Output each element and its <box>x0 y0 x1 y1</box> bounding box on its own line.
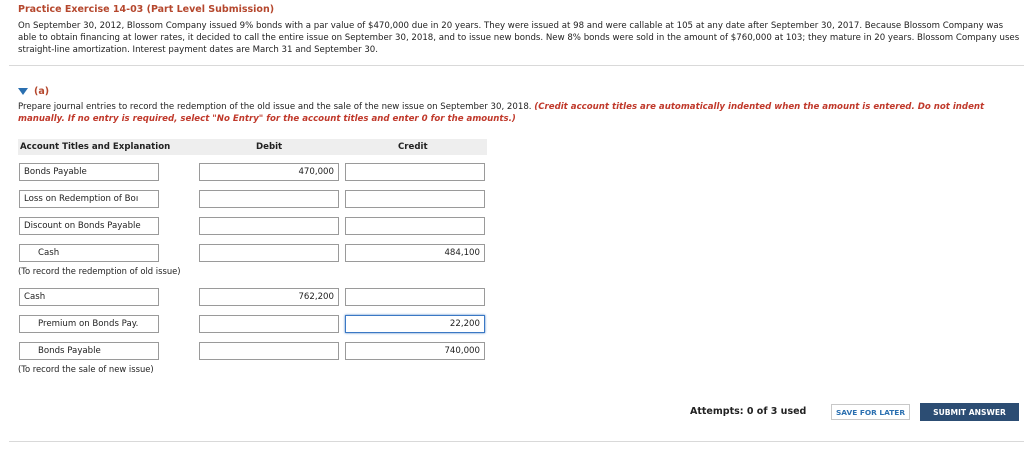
credit-field[interactable]: 740,000 <box>345 342 485 360</box>
exercise-title: Practice Exercise 14-03 (Part Level Submission) <box>18 4 275 15</box>
credit-field[interactable] <box>345 163 485 181</box>
account-field[interactable]: Discount on Bonds Payable <box>19 217 159 235</box>
account-field[interactable]: Cash <box>19 288 159 306</box>
header-credit: Credit <box>398 142 428 152</box>
debit-field[interactable] <box>199 342 339 360</box>
debit-field[interactable]: 762,200 <box>199 288 339 306</box>
credit-field[interactable]: 22,200 <box>345 315 485 333</box>
debit-field[interactable] <box>199 190 339 208</box>
debit-field[interactable] <box>199 244 339 262</box>
header-debit: Debit <box>256 142 283 152</box>
submit-answer-button[interactable]: SUBMIT ANSWER <box>920 403 1019 421</box>
entry-explanation: (To record the sale of new issue) <box>18 364 154 374</box>
debit-field[interactable]: 470,000 <box>199 163 339 181</box>
journal-table-header <box>18 139 487 155</box>
account-field[interactable]: Bonds Payable <box>19 342 159 360</box>
attempts-counter: Attempts: 0 of 3 used <box>690 406 807 417</box>
save-for-later-button[interactable]: SAVE FOR LATER <box>831 404 910 420</box>
credit-field[interactable] <box>345 190 485 208</box>
debit-field[interactable] <box>199 315 339 333</box>
instructions <box>18 101 1022 125</box>
account-field[interactable]: Cash <box>19 244 159 262</box>
account-field[interactable]: Bonds Payable <box>19 163 159 181</box>
account-field[interactable]: Loss on Redemption of Boı <box>19 190 159 208</box>
debit-field[interactable] <box>199 217 339 235</box>
instruction-note: (Credit account titles are automatically indented when the amount is entered. Do not indent manually. If no entry is required, select "No Entry" for the account titles and enter 0 for the amounts.) <box>18 102 985 124</box>
section-label: (a) <box>34 86 50 97</box>
triangle-down-icon[interactable] <box>18 88 28 95</box>
section-a-toggle[interactable] <box>18 86 49 97</box>
credit-field[interactable] <box>345 288 485 306</box>
account-field[interactable]: Premium on Bonds Pay. <box>19 315 159 333</box>
entry-explanation: (To record the redemption of old issue) <box>18 266 181 276</box>
credit-field[interactable]: 484,100 <box>345 244 485 262</box>
problem-statement: On September 30, 2012, Blossom Company issued 9% bonds with a par value of $470,000 due in 20 years. They were issued at 98 and were callable at 105 at any date after September 30, 2017. Because Blossom Company was able to obtain financing at lower rates, it decided to call the entire issue on September 30, 2018, and to issue new bonds. New 8% bonds were sold in the amount of $760,000 at 103; they mature in 20 years. Blossom Company uses straight-line amortization. Interest payment dates are March 31 and September 30. <box>18 21 1020 55</box>
instruction-text: Prepare journal entries to record the redemption of the old issue and the sale of the new issue on September 30, 2018. <box>18 102 532 112</box>
header-account: Account Titles and Explanation <box>20 142 171 152</box>
credit-field[interactable] <box>345 217 485 235</box>
